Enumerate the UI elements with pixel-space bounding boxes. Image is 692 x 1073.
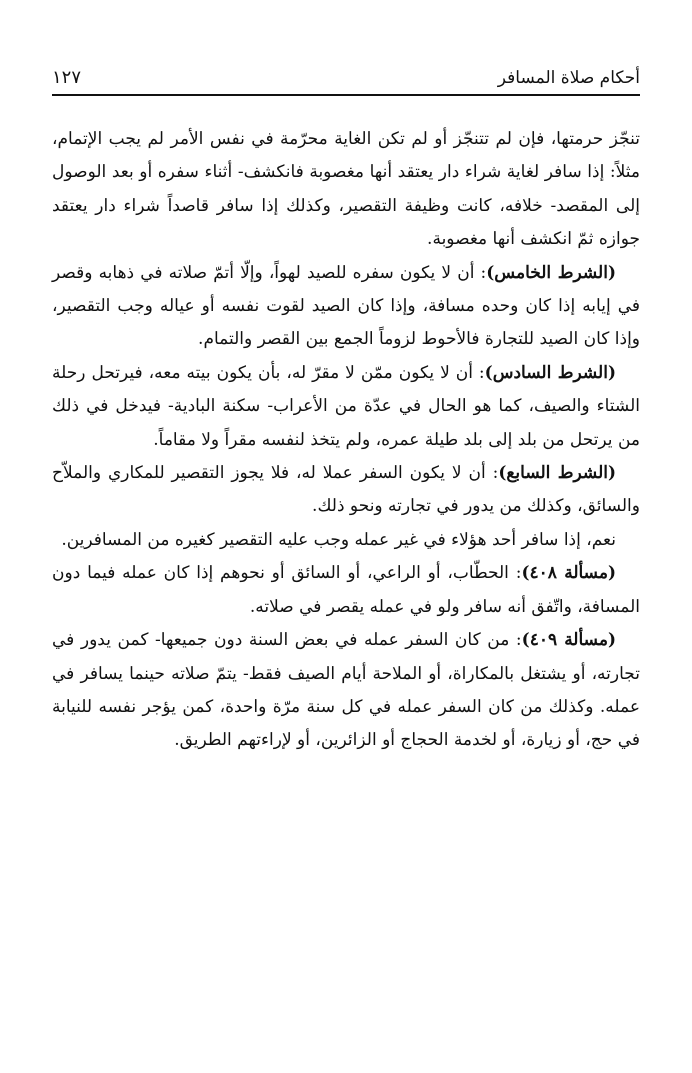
condition-5-text: : أن لا يكون سفره للصيد لهواً، وإلّا أتمّ صلاته في ذهابه وقصر في إيابه إذا كان وحده مسافة، وإذا كان الصيد لقوت نفسه أو عياله وجب التقصير، وإذا كان الصيد للتجارة فالأحوط لزوماً الجمع بين القصر والتمام.: [52, 262, 640, 350]
paragraph-condition-7: [52, 457, 640, 524]
running-title: أحكام صلاة المسافر: [497, 68, 640, 88]
paragraph-issue-409: [52, 624, 640, 758]
paragraph-condition-5: [52, 257, 640, 357]
condition-5-heading: (الشرط الخامس): [486, 262, 616, 283]
note-text: نعم، إذا سافر أحد هؤلاء في غير عمله وجب عليه التقصير كغيره من المسافرين.: [61, 529, 616, 550]
paragraph-condition-6: [52, 357, 640, 457]
condition-7-text: : أن لا يكون السفر عملا له، فلا يجوز التقصير للمكاري والملاّح والسائق، وكذلك من يدور في تجارته ونحو ذلك.: [52, 463, 640, 517]
condition-6-heading: (الشرط السادس): [484, 362, 616, 383]
issue-408-heading: (مسألة ٤٠٨): [521, 563, 616, 584]
paragraph-1-text: تنجّز حرمتها، فإن لم تتنجّز أو لم تكن الغاية محرّمة في نفس الأمر لم يجب الإتمام، مثلاً: إذا سافر لغاية شراء دار يعتقد أنها مغصوبة فانكشف- أثناء سفره أو بعد الوصول إلى المقصد- خلافه، كانت وظيفة التقصير، وكذلك إذا سافر قاصداً شراء دار يعتقد جوازه ثمّ انكشف أنها مغصوبة.: [52, 129, 640, 250]
issue-409-text: : من كان السفر عمله في بعض السنة دون جميعها- كمن يدور في تجارته، أو يشتغل بالمكاراة، أو الملاحة أيام الصيف فقط- يتمّ صلاته حينما يسافر في عمله. وكذلك من كان السفر عمله في كل سنة مرّة واحدة، كمن يؤجر نفسه للنيابة في حج، أو زيارة، أو لخدمة الحجاج أو الزائرين، أو لإراءتهم الطريق.: [52, 630, 640, 751]
issue-409-heading: (مسألة ٤٠٩): [521, 630, 616, 651]
paragraph-issue-408: [52, 557, 640, 624]
paragraph-note: [52, 524, 640, 557]
page-header: [52, 60, 640, 96]
issue-408-text: : الحطّاب، أو الراعي، أو السائق أو نحوهم إذا كان عمله فيما دون المسافة، واتّفق أنه سافر ولو في عمله يقصر في صلاته.: [52, 563, 640, 617]
page-number: ١٢٧: [52, 67, 82, 88]
paragraph-1: [52, 123, 640, 257]
condition-6-text: : أن لا يكون ممّن لا مقرّ له، بأن يكون بيته معه، فيرتحل رحلة الشتاء والصيف، كما هو الحال في عدّة من الأعراب- سكنة البادية- فيدخل في ذلك من يرتحل من بلد إلى بلد طيلة عمره، ولم يتخذ لنفسه مقراً ولا مقاماً.: [52, 362, 640, 450]
condition-7-heading: (الشرط السابع): [498, 463, 617, 484]
page-body: [52, 123, 640, 758]
